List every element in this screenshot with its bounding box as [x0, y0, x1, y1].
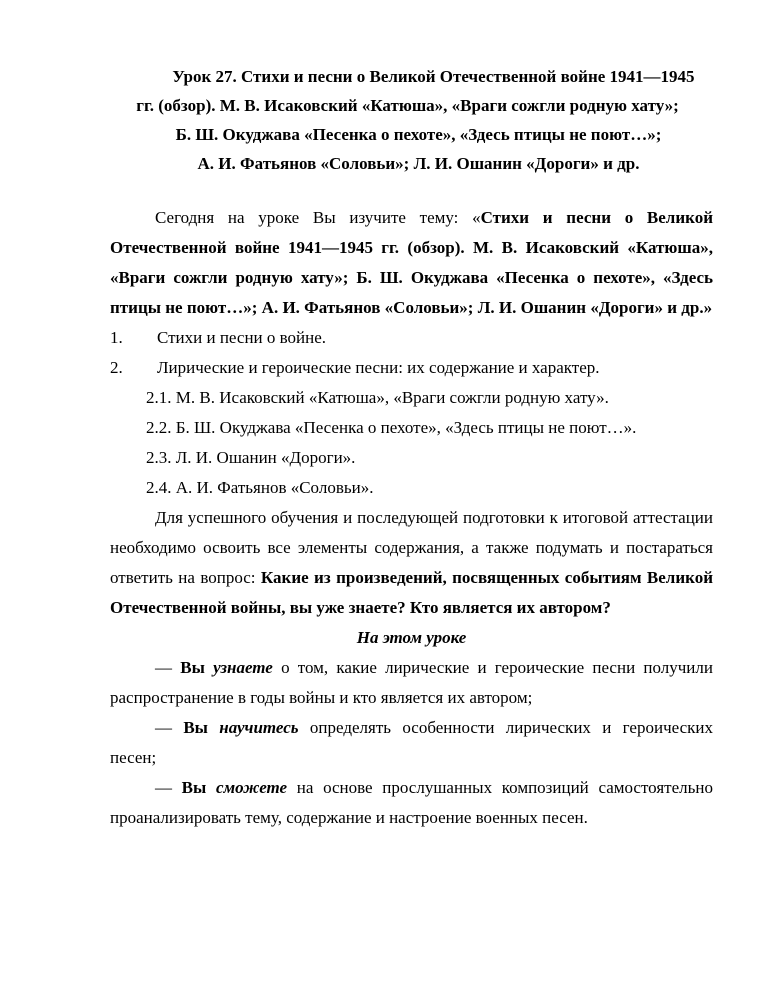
plan-item-number: 1.	[110, 328, 123, 347]
plan-subitem: 2.2. Б. Ш. Окуджава «Песенка о пехоте», «Здесь птицы не поют…».	[146, 418, 637, 437]
intro-lead: Сегодня на уроке Вы изучите тему: «	[155, 208, 481, 227]
goal-dash: —	[155, 658, 181, 677]
plan-item	[110, 323, 713, 353]
lesson-title	[110, 62, 713, 178]
plan-item-number: 2.	[110, 358, 123, 377]
task-text: Для успешного обучения и последующей подготовки к итоговой аттестации необходимо освоить все элементы содержания, а также подумать и постараться ответить на вопрос:	[110, 508, 713, 587]
plan-subitem: 2.1. М. В. Исаковский «Катюша», «Враги сожгли родную хату».	[146, 388, 609, 407]
goal-you: Вы	[180, 658, 214, 677]
goal-you: Вы	[183, 718, 220, 737]
title-line-3: Б. Ш. Окуджава «Песенка о пехоте», «Здесь птицы не поют…»;	[175, 125, 662, 144]
goal-dash: —	[155, 778, 182, 797]
goal-dash: —	[155, 718, 184, 737]
goal-you: Вы	[181, 778, 216, 797]
lesson-goal	[110, 713, 713, 773]
task-paragraph	[110, 503, 713, 623]
title-line-1: Урок 27. Стихи и песни о Великой Отечественной войне 1941—1945	[172, 67, 695, 86]
document-page	[110, 62, 713, 833]
plan-item-text: Лирические и героические песни: их содержание и характер.	[157, 358, 600, 377]
lesson-heading: На этом уроке	[356, 628, 467, 647]
plan-subitem: 2.4. А. И. Фатьянов «Соловьи».	[146, 478, 374, 497]
title-line-4: А. И. Фатьянов «Соловьи»; Л. И. Ошанин «Дороги» и др.	[197, 154, 640, 173]
title-line-2: гг. (обзор). М. В. Исаковский «Катюша», «Враги сожгли родную хату»;	[136, 96, 679, 115]
lesson-goal	[110, 773, 713, 833]
goal-verb: сможете	[215, 778, 288, 797]
plan-subitem: 2.3. Л. И. Ошанин «Дороги».	[146, 448, 356, 467]
intro-topic: Стихи и песни о Великой Отечественной войне 1941—1945 гг. (обзор). М. В. Исаковский «Катюша», «Враги сожгли родную хату»; Б. Ш. Окуджава «Песенка о пехоте», «Здесь птицы не поют…»; А. И. Фатьянов «Соловьи»; Л. И. Ошанин «Дороги» и др.»	[110, 208, 713, 317]
goal-rest: на основе прослушанных композиций самостоятельно проанализировать тему, содержание и настроение военных песен.	[110, 778, 713, 827]
task-question: Какие из произведений, посвященных событиям Великой Отечественной войны, вы уже знаете? Кто является их автором?	[110, 568, 713, 617]
goal-rest: о том, какие лирические и героические песни получили распространение в годы войны и кто является их автором;	[110, 658, 713, 707]
goal-rest: определять особенности лирических и героических песен;	[110, 718, 713, 767]
goal-verb: узнаете	[213, 658, 273, 677]
plan-item	[110, 353, 713, 383]
plan-item-text: Стихи и песни о войне.	[157, 328, 327, 347]
lesson-plan	[110, 323, 713, 503]
goal-verb: научитесь	[219, 718, 299, 737]
intro-paragraph	[110, 203, 713, 323]
lesson-goal	[110, 653, 713, 713]
